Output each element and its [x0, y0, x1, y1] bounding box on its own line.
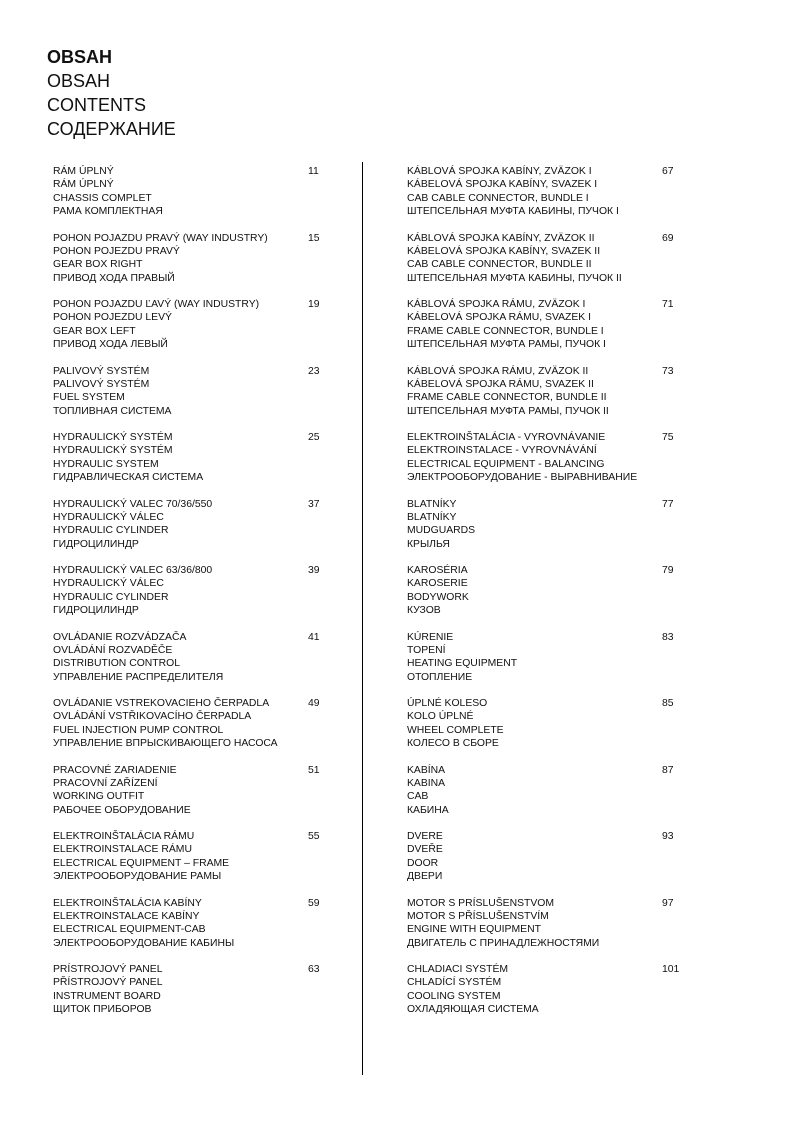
toc-entry-line: POHON POJAZDU PRAVÝ (WAY INDUSTRY) [53, 232, 268, 244]
toc-entry-line: OVLÁDANIE ROZVÁDZAČA [53, 631, 187, 643]
toc-entry-line: CAB [407, 791, 429, 803]
toc-page-number: 63 [308, 964, 320, 975]
toc-entry-line: HYDRAULIC CYLINDER [53, 525, 169, 537]
toc-entry-line: KÚRENIE [407, 631, 454, 643]
toc-entry-line: KÁBELOVÁ SPOJKA KABÍNY, SVAZEK II [407, 245, 601, 257]
toc-entry[interactable] [53, 697, 353, 751]
toc-entry-line: HYDRAULICKÝ VALEC 63/36/800 [53, 565, 213, 576]
toc-entry-line: ELECTRICAL EQUIPMENT-CAB [53, 924, 206, 936]
toc-entry-line: ELEKTROINSTALACE RÁMU [53, 844, 192, 856]
toc-entry-line: CAB CABLE CONNECTOR, BUNDLE II [407, 259, 592, 271]
toc-entry-line: ТОПЛИВНАЯ СИСТЕМА [53, 405, 172, 417]
toc-entry-line: КРЫЛЬЯ [407, 538, 450, 550]
toc-entry-line: ELEKTROINŠTALÁCIA - VYROVNÁVANIE [407, 432, 606, 443]
toc-page-number: 71 [662, 299, 674, 310]
toc-entry-line: ПРИВОД ХОДА ПРАВЫЙ [53, 272, 175, 284]
toc-entry-line: INSTRUMENT BOARD [53, 990, 161, 1002]
toc-entry-line: KÁBELOVÁ SPOJKA KABÍNY, SVAZEK I [407, 179, 598, 191]
toc-entry-line: ДВЕРИ [407, 871, 443, 883]
toc-entry[interactable] [53, 764, 353, 818]
toc-entry[interactable] [407, 897, 707, 951]
toc-entry-line: MUDGUARDS [407, 525, 476, 537]
title-english: CONTENTS [47, 95, 146, 115]
toc-entry-line: KÁBLOVÁ SPOJKA RÁMU, ZVÄZOK I [407, 299, 586, 310]
toc-entry-line: FUEL SYSTEM [53, 392, 125, 404]
toc-page-number: 37 [308, 498, 320, 510]
toc-page-number: 79 [662, 565, 674, 576]
toc-entry[interactable] [407, 963, 707, 1017]
toc-entry-line: ШТЕПСЕЛЬНАЯ МУФТА РАМЫ, ПУЧОК II [407, 405, 609, 417]
toc-entry-line: ДВИГАТЕЛЬ С ПРИНАДЛЕЖНОСТЯМИ [407, 937, 600, 949]
toc-entry[interactable] [53, 564, 353, 618]
toc-entry-line: ГИДРАВЛИЧЕСКАЯ СИСТЕМА [53, 472, 204, 484]
toc-entry[interactable] [407, 564, 707, 618]
toc-page-number: 77 [662, 498, 674, 510]
toc-entry-line: CHLADÍCÍ SYSTÉM [407, 977, 502, 989]
page-header [47, 45, 176, 141]
toc-entry-line: РАБОЧЕЕ ОБОРУДОВАНИЕ [53, 804, 191, 816]
toc-entry-line: CAB CABLE CONNECTOR, BUNDLE I [407, 192, 589, 204]
toc-entry-line: POHON POJEZDU PRAVÝ [53, 245, 180, 257]
toc-entry-line: CHASSIS COMPLET [53, 192, 152, 204]
toc-entry-line: PRÍSTROJOVÝ PANEL [53, 964, 163, 975]
toc-entry-line: ОТОПЛЕНИЕ [407, 671, 473, 683]
toc-entry-line: УПРАВЛЕНИЕ РАСПРЕДЕЛИТЕЛЯ [53, 671, 224, 683]
toc-entry-line: ШТЕПСЕЛЬНАЯ МУФТА КАБИНЫ, ПУЧОК II [407, 272, 622, 284]
toc-entry-line: KÁBLOVÁ SPOJKA KABÍNY, ZVÄZOK I [407, 166, 592, 177]
toc-page-number: 15 [308, 232, 320, 244]
toc-entry-line: KÁBELOVÁ SPOJKA RÁMU, SVAZEK II [407, 378, 594, 390]
toc-entry-line: KABÍNA [407, 764, 446, 776]
toc-entry[interactable] [53, 963, 353, 1017]
column-divider [362, 162, 363, 1075]
toc-entry-line: ЭЛЕКТРООБОРУДОВАНИЕ - ВЫРАВНИВАНИЕ [407, 472, 638, 484]
toc-entry-line: KÁBLOVÁ SPOJKA RÁMU, ZVÄZOK II [407, 365, 589, 377]
toc-entry[interactable] [407, 631, 707, 685]
toc-entry-line: MOTOR S PRÍSLUŠENSTVOM [407, 897, 555, 909]
toc-entry[interactable] [53, 431, 353, 485]
toc-page-number: 101 [662, 964, 680, 975]
toc-entry-line: KAROSERIE [407, 578, 468, 590]
toc-entry[interactable] [407, 298, 707, 352]
toc-entry[interactable] [407, 232, 707, 286]
toc-entry[interactable] [407, 165, 707, 219]
toc-entry-line: OVLÁDÁNÍ ROZVADĚČE [53, 644, 173, 656]
toc-page-number: 59 [308, 897, 320, 909]
toc-entry-line: HYDRAULIC SYSTEM [53, 458, 159, 470]
toc-entry[interactable] [53, 365, 353, 419]
toc-entry[interactable] [53, 298, 353, 352]
toc-entry-line: OVLÁDANIE VSTREKOVACIEHO ČERPADLA [53, 698, 270, 709]
toc-entry-line: COOLING SYSTEM [407, 990, 501, 1002]
toc-page-number: 19 [308, 299, 320, 310]
toc-entry[interactable] [407, 498, 707, 552]
toc-page-number: 85 [662, 698, 674, 709]
toc-entry-line: ELECTRICAL EQUIPMENT - BALANCING [407, 458, 605, 470]
toc-entry-line: КАБИНА [407, 804, 449, 816]
toc-entry-line: ELEKTROINŠTALÁCIA KABÍNY [53, 897, 202, 909]
toc-page-number: 67 [662, 166, 674, 177]
toc-page-number: 75 [662, 432, 674, 443]
toc-entry-line: HYDRAULICKÝ VÁLEC [53, 578, 164, 590]
toc-page-number: 23 [308, 365, 320, 377]
toc-entry-line: WORKING OUTFIT [53, 791, 145, 803]
toc-entry-line: RÁM ÚPLNÝ [53, 179, 114, 191]
toc-entry[interactable] [407, 830, 707, 884]
toc-entry-line: KÁBELOVÁ SPOJKA RÁMU, SVAZEK I [407, 312, 592, 324]
toc-entry-line: WHEEL COMPLETE [407, 724, 504, 736]
toc-entry-line: CHLADIACI SYSTÉM [407, 964, 509, 975]
toc-entry-line: ЭЛЕКТРООБОРУДОВАНИЕ РАМЫ [53, 871, 222, 883]
toc-entry-line: TOPENÍ [407, 644, 446, 656]
toc-page-number: 73 [662, 365, 674, 377]
toc-entry[interactable] [407, 697, 707, 751]
toc-entry-line: POHON POJEZDU LEVÝ [53, 312, 172, 324]
toc-entry-line: HYDRAULICKÝ VALEC 70/36/550 [53, 498, 213, 510]
toc-page-number: 87 [662, 764, 674, 776]
toc-entry-line: BLATNÍKY [407, 511, 457, 523]
toc-entry-line: GEAR BOX LEFT [53, 325, 136, 337]
toc-page-number: 83 [662, 631, 674, 643]
toc-entry-line: ШТЕПСЕЛЬНАЯ МУФТА РАМЫ, ПУЧОК I [407, 339, 606, 351]
toc-entry-line: DVEŘE [407, 844, 443, 856]
toc-entry-line: ÚPLNÉ KOLESO [407, 698, 488, 709]
title-russian: СОДЕРЖАНИЕ [47, 119, 176, 139]
toc-page-number: 49 [308, 698, 320, 709]
toc-entry[interactable] [53, 498, 353, 552]
toc-entry-line: BLATNÍKY [407, 498, 457, 510]
toc-entry-line: КОЛЕСО В СБОРЕ [407, 738, 499, 750]
toc-entry-line: ЩИТОК ПРИБОРОВ [53, 1004, 152, 1016]
toc-page-number: 25 [308, 432, 320, 443]
toc-entry-line: ЭЛЕКТРООБОРУДОВАНИЕ КАБИНЫ [53, 937, 235, 949]
toc-entry-line: HYDRAULICKÝ SYSTÉM [53, 445, 173, 457]
toc-page-number: 51 [308, 764, 320, 776]
toc-entry-line: RÁM ÚPLNÝ [53, 166, 114, 177]
toc-entry-line: РАМА КОМПЛЕКТНАЯ [53, 206, 163, 218]
toc-entry-line: PALIVOVÝ SYSTÉM [53, 378, 150, 390]
toc-page-number: 11 [308, 166, 319, 177]
toc-entry-line: DVERE [407, 831, 443, 842]
toc-entry-line: HYDRAULICKÝ VÁLEC [53, 511, 164, 523]
toc-page-number: 39 [308, 565, 320, 576]
toc-entry[interactable] [53, 830, 353, 884]
toc-entry-line: ELEKTROINSTALACE KABÍNY [53, 910, 200, 922]
toc-entry[interactable] [407, 365, 707, 419]
toc-entry-line: HYDRAULIC CYLINDER [53, 591, 169, 603]
toc-entry-line: PRACOVNÉ ZARIADENIE [53, 764, 177, 776]
toc-entry-line: ENGINE WITH EQUIPMENT [407, 924, 541, 936]
toc-entry-line: ШТЕПСЕЛЬНАЯ МУФТА КАБИНЫ, ПУЧОК I [407, 206, 619, 218]
toc-entry[interactable] [53, 631, 353, 685]
toc-entry[interactable] [53, 232, 353, 286]
toc-entry-line: OVLÁDÁNÍ VSTŘIKOVACÍHO ČERPADLA [53, 711, 252, 723]
toc-entry-line: ELEKTROINŠTALÁCIA RÁMU [53, 831, 195, 842]
toc-entry[interactable] [407, 431, 707, 485]
toc-entry-line: УПРАВЛЕНИЕ ВПРЫСКИВАЮЩЕГО НАСОСА [53, 738, 278, 750]
toc-entry-line: DOOR [407, 857, 439, 869]
toc-entry-line: ГИДРОЦИЛИНДР [53, 538, 139, 550]
toc-entry-line: GEAR BOX RIGHT [53, 259, 143, 271]
toc-entry-line: MOTOR S PŘÍSLUŠENSTVÍM [407, 910, 549, 922]
toc-entry-line: ГИДРОЦИЛИНДР [53, 605, 139, 617]
toc-entry-line: КУЗОВ [407, 605, 441, 617]
toc-entry-line: PALIVOVÝ SYSTÉM [53, 365, 150, 377]
toc-page-number: 41 [308, 631, 320, 643]
toc-page-number: 55 [308, 831, 320, 842]
toc-entry-line: BODYWORK [407, 591, 469, 603]
toc-entry-line: KÁBLOVÁ SPOJKA KABÍNY, ZVÄZOK II [407, 232, 595, 244]
title-czech: OBSAH [47, 71, 111, 91]
toc-entry[interactable] [407, 764, 707, 818]
toc-entry-line: PŘÍSTROJOVÝ PANEL [53, 977, 163, 989]
toc-entry-line: PRACOVNÍ ZAŘÍZENÍ [53, 777, 158, 789]
toc-entry-line: HEATING EQUIPMENT [407, 658, 518, 670]
toc-entry[interactable] [53, 897, 353, 951]
toc-entry-line: KAROSÉRIA [407, 565, 468, 576]
toc-entry-line: POHON POJAZDU ĽAVÝ (WAY INDUSTRY) [53, 299, 260, 310]
toc-entry-line: KOLO ÚPLNÉ [407, 711, 474, 723]
toc-entry-line: FUEL INJECTION PUMP CONTROL [53, 724, 224, 736]
toc-entry-line: DISTRIBUTION CONTROL [53, 658, 181, 670]
toc-entry-line: FRAME CABLE CONNECTOR, BUNDLE II [407, 392, 607, 404]
toc-page-number: 69 [662, 232, 674, 244]
toc-entry-line: KABINA [407, 777, 446, 789]
toc-entry-line: HYDRAULICKÝ SYSTÉM [53, 432, 173, 443]
toc-entry[interactable] [53, 165, 353, 219]
toc-entry-line: FRAME CABLE CONNECTOR, BUNDLE I [407, 325, 604, 337]
toc-entry-line: ПРИВОД ХОДА ЛЕВЫЙ [53, 339, 168, 351]
toc-entry-line: ОХЛАДЯЮЩАЯ СИСТЕМА [407, 1004, 539, 1016]
toc-page-number: 93 [662, 831, 674, 842]
toc-entry-line: ELECTRICAL EQUIPMENT – FRAME [53, 857, 230, 869]
toc-entry-line: ELEKTROINSTALACE - VYROVNÁVÁNÍ [407, 445, 597, 457]
title-slovak: OBSAH [47, 47, 113, 67]
toc-page-number: 97 [662, 897, 674, 909]
